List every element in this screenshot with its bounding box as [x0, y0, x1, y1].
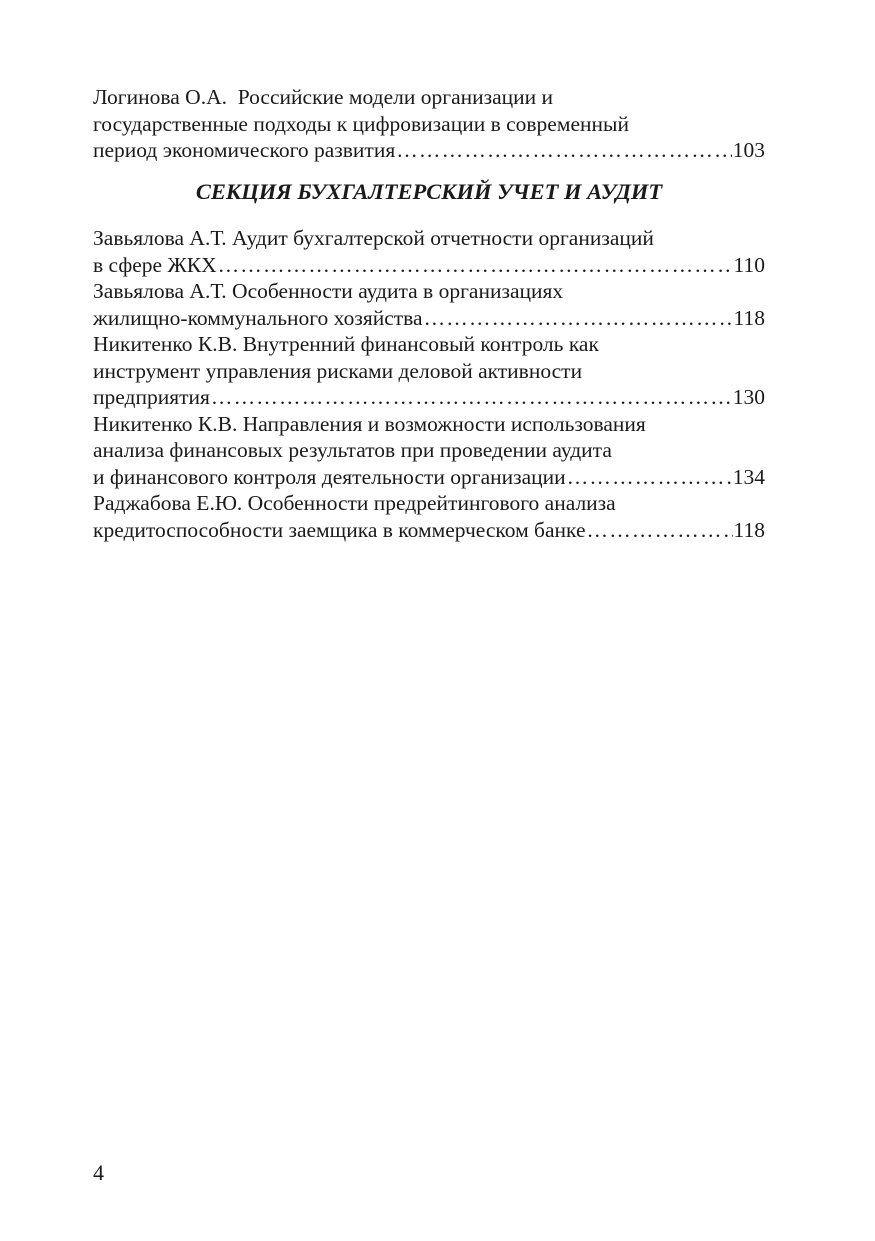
toc-entry-text: предприятия	[93, 385, 210, 409]
toc-line-with-page	[93, 252, 765, 279]
toc-page-number: 118	[733, 305, 765, 330]
toc-entry-text: Логинова О.А. Российские модели организации и	[93, 85, 554, 109]
dot-leader	[587, 517, 733, 544]
toc-line	[93, 225, 765, 252]
toc-line	[93, 111, 765, 138]
dot-leader	[218, 252, 733, 279]
page-number: 4	[93, 1160, 104, 1185]
toc-line-with-page	[93, 137, 765, 164]
toc-entry-text: Завьялова А.Т. Аудит бухгалтерской отчетности организаций	[93, 226, 654, 250]
toc-page-number: 134	[732, 464, 765, 489]
toc-entry-text: Раджабова Е.Ю. Особенности предрейтингового анализа	[93, 491, 616, 515]
dot-leader	[424, 305, 733, 332]
dot-leader	[567, 464, 732, 491]
toc-line-with-page	[93, 384, 765, 411]
toc-entry-text: инструмент управления рисками деловой активности	[93, 358, 583, 383]
section-heading: СЕКЦИЯ БУХГАЛТЕРСКИЙ УЧЕТ И АУДИТ	[195, 179, 663, 204]
toc-line	[93, 490, 765, 517]
toc-line	[93, 437, 765, 464]
toc-line	[93, 358, 765, 385]
toc-line	[93, 331, 765, 358]
toc-entry	[93, 331, 765, 411]
toc-entry-text: жилищно-коммунального хозяйства	[93, 305, 423, 330]
toc-entry-text: кредитоспособности заемщика в коммерческом банке	[93, 517, 586, 542]
toc-entry-text: период экономического развития	[93, 138, 396, 162]
toc-section-entries	[93, 225, 765, 543]
toc-page-number: 110	[733, 252, 765, 277]
toc-entry-text: государственные подходы к цифровизации в современный	[93, 111, 629, 136]
toc-entry-text: Никитенко К.В. Внутренний финансовый контроль как	[93, 332, 599, 356]
toc-page-number: 103	[732, 138, 765, 162]
toc-entry	[93, 225, 765, 278]
toc-line	[93, 278, 765, 305]
toc-entry	[93, 490, 765, 543]
toc-line	[93, 84, 765, 111]
toc-page-number: 118	[733, 517, 765, 542]
toc-line-with-page	[93, 464, 765, 491]
toc-entry-text: анализа финансовых результатов при проведении аудита	[93, 438, 612, 462]
toc-entry-loginova	[93, 84, 765, 164]
dot-leader	[396, 137, 732, 164]
toc-entry-text: Никитенко К.В. Направления и возможности использования	[93, 411, 646, 436]
toc-entry-text: в сфере ЖКХ	[93, 252, 217, 277]
dot-leader	[211, 384, 732, 411]
toc-line-with-page	[93, 517, 765, 544]
toc-line-with-page	[93, 305, 765, 332]
toc-entry-text: Завьялова А.Т. Особенности аудита в организациях	[93, 279, 564, 303]
toc-page-number: 130	[732, 385, 765, 409]
toc-entry-text: и финансового контроля деятельности организации	[93, 464, 566, 489]
toc-line	[93, 411, 765, 438]
toc-entry	[93, 411, 765, 491]
toc-entry	[93, 278, 765, 331]
